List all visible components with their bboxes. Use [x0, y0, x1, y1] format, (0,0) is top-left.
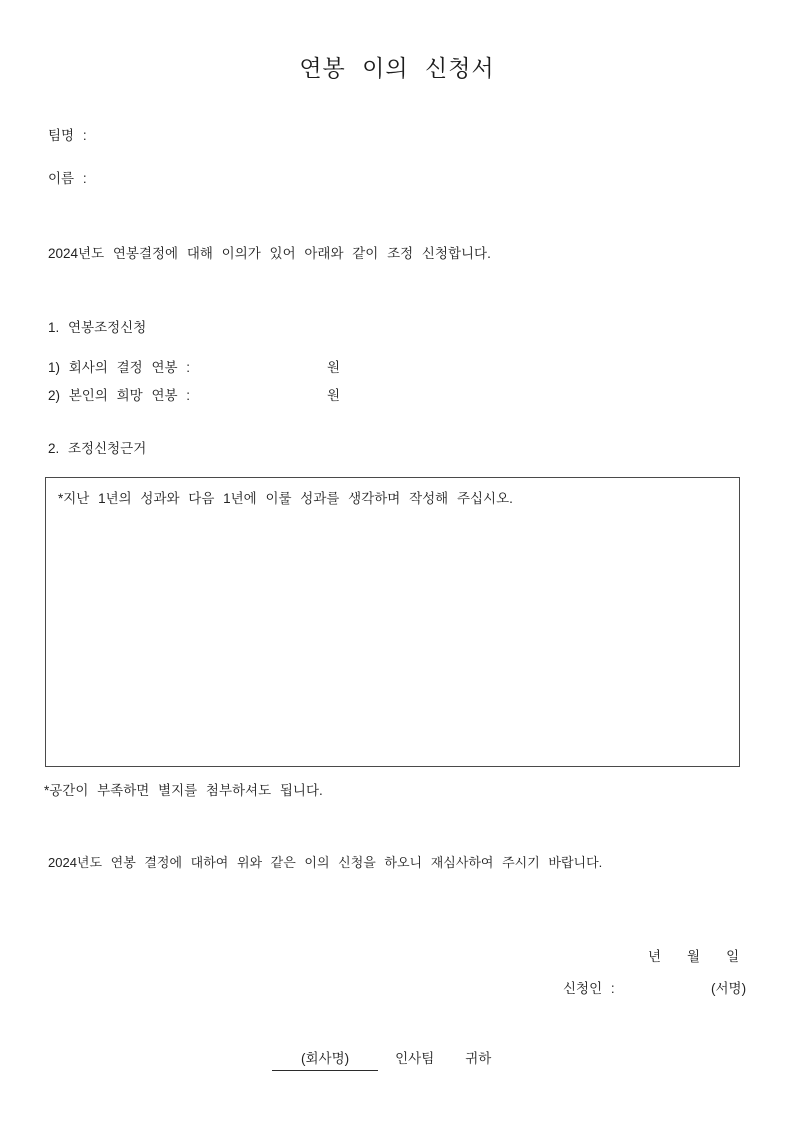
day-label: 일	[726, 949, 740, 964]
section2-heading: 2. 조정신청근거	[48, 441, 147, 456]
closing-paragraph: 2024년도 연봉 결정에 대하여 위와 같은 이의 신청을 하오니 재심사하여 주시기 바랍니다.	[48, 855, 603, 870]
footer-recipient-line	[272, 1047, 491, 1071]
company-name-blank	[272, 1047, 378, 1071]
hr-team-label: 인사팀	[395, 1051, 435, 1066]
attachment-note: *공간이 부족하면 별지를 첨부하셔도 됩니다.	[44, 783, 323, 798]
company-decided-salary-label: 1) 회사의 결정 연봉 :	[48, 360, 191, 375]
year-label: 년	[648, 949, 662, 964]
honorific-label: 귀하	[465, 1051, 492, 1066]
adjustment-reason-box	[45, 477, 740, 767]
desired-salary-label: 2) 본인의 희망 연봉 :	[48, 388, 191, 403]
desired-salary-won-unit: 원	[327, 388, 341, 403]
month-label: 월	[687, 949, 701, 964]
company-name-label: (회사명)	[301, 1051, 350, 1066]
company-decided-salary-won-unit: 원	[327, 360, 341, 375]
reason-box-hint-text: *지난 1년의 성과와 다음 1년에 이룰 성과를 생각하며 작성해 주십시오.	[58, 491, 513, 506]
applicant-name-label: 이름 :	[48, 171, 87, 186]
intro-paragraph: 2024년도 연봉결정에 대해 이의가 있어 아래와 같이 조정 신청합니다.	[48, 246, 491, 261]
applicant-label: 신청인 :	[563, 981, 615, 996]
team-name-label: 팀명 :	[48, 128, 87, 143]
signature-sign-label: (서명)	[711, 981, 747, 996]
document-title: 연봉 이의 신청서	[299, 55, 495, 81]
signature-date-line	[648, 948, 739, 966]
section1-heading: 1. 연봉조정신청	[48, 320, 147, 335]
